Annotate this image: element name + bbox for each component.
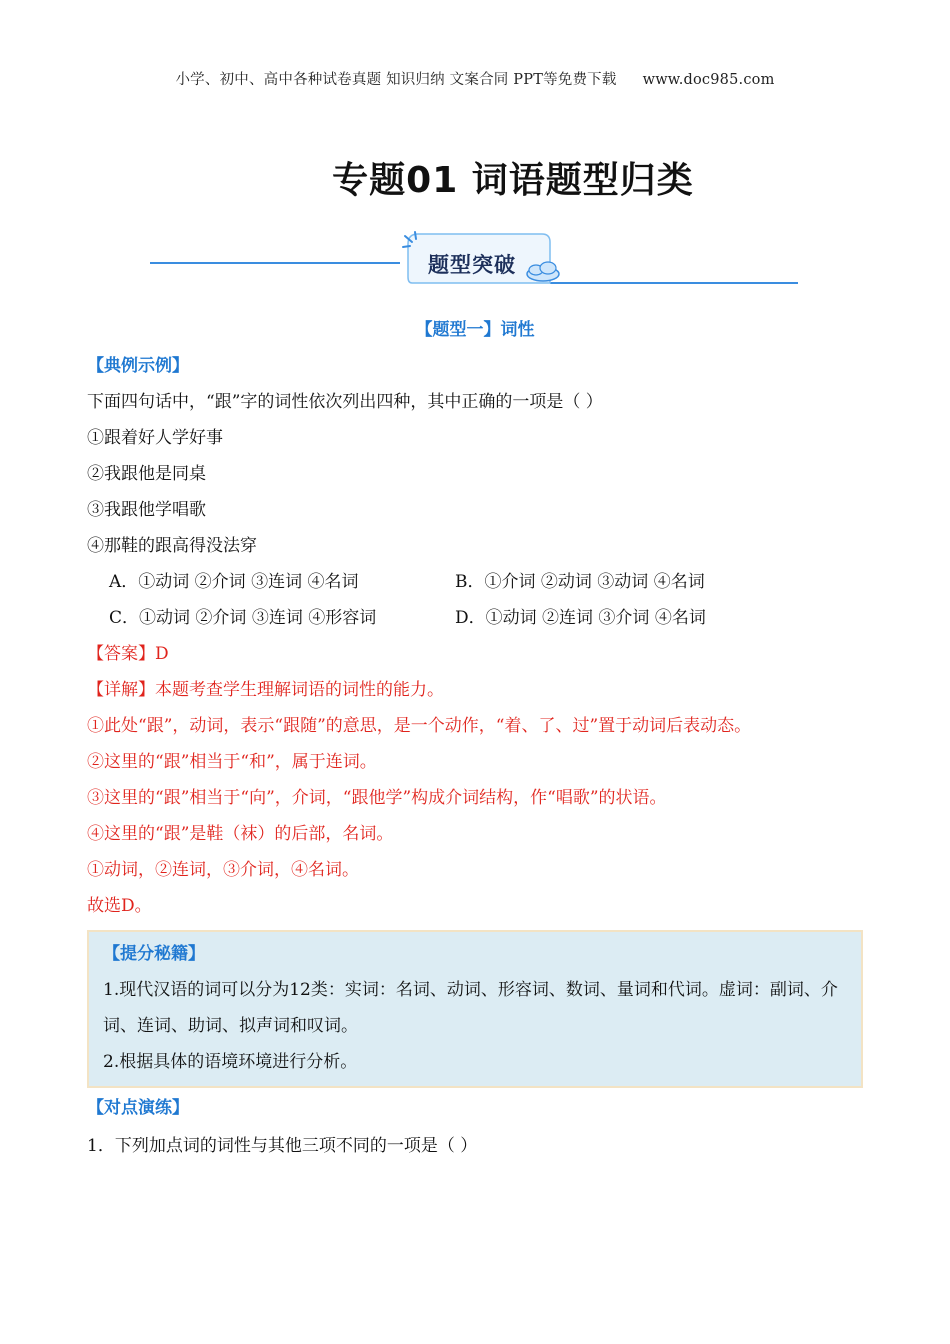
explain-line-5: ①动词，②连词，③介词，④名词。: [87, 860, 359, 880]
practice-label: 【对点演练】: [87, 1098, 189, 1118]
answer-line: [87, 636, 867, 672]
example-label: 【典例示例】: [87, 356, 189, 376]
page-header: [0, 68, 950, 89]
banner-label: 题型突破: [428, 253, 516, 277]
example-item-4: ④那鞋的跟高得没法穿: [87, 536, 257, 556]
document-title: 专题01 词语题型归类: [332, 160, 694, 201]
explain-line-2: ②这里的“跟”相当于“和”，属于连词。: [87, 752, 377, 772]
option-a: A．①动词 ②介词 ③连词 ④名词: [109, 572, 359, 592]
option-b: B．①介词 ②动词 ③动词 ④名词: [455, 572, 705, 592]
explain-line-3: ③这里的“跟”相当于“向”，介词，“跟他学”构成介词结构，作“唱歌”的状语。: [87, 788, 667, 808]
practice-question-1: 1．下列加点词的词性与其他三项不同的一项是（ ）: [87, 1136, 478, 1156]
explain-line-6: 故选D。: [87, 896, 152, 916]
explain-intro: 本题考查学生理解词语的词性的能力。: [155, 680, 444, 700]
option-d: D．①动词 ②连词 ③介词 ④名词: [455, 608, 706, 628]
explain-label: 【详解】: [87, 680, 155, 700]
explain-line-1: ①此处“跟”，动词，表示“跟随”的意思，是一个动作，“着、了、过”置于动词后表动态。: [87, 716, 752, 736]
header-url[interactable]: www.doc985.com: [642, 72, 775, 88]
section-banner: [150, 230, 800, 290]
options-row-1: [87, 564, 867, 600]
answer-label: 【答案】: [87, 644, 155, 664]
answer-value: D: [155, 644, 169, 664]
header-text: 小学、初中、高中各种试卷真题 知识归纳 文案合同 PPT等免费下载: [175, 72, 617, 88]
example-item-1: ①跟着好人学好事: [87, 428, 223, 448]
example-item-2: ②我跟他是同桌: [87, 464, 206, 484]
content-body: [87, 348, 867, 1164]
example-question: 下面四句话中，“跟”字的词性依次列出四种，其中正确的一项是（ ）: [87, 392, 603, 412]
tips-line-1: 1.现代汉语的词可以分为12类：实词：名词、动词、形容词、数词、量词和代词。虚词：副词、介词、连词、助词、拟声词和叹词。: [103, 980, 838, 1036]
explain-line-4: ④这里的“跟”是鞋（袜）的后部，名词。: [87, 824, 394, 844]
explain-intro-line: [87, 672, 867, 708]
section-title: 【题型一】词性: [415, 320, 535, 340]
tips-label: 【提分秘籍】: [103, 944, 205, 964]
tips-line-2: 2.根据具体的语境环境进行分析。: [103, 1052, 358, 1072]
example-item-3: ③我跟他学唱歌: [87, 500, 206, 520]
option-c: C．①动词 ②介词 ③连词 ④形容词: [109, 608, 377, 628]
tips-box: [87, 930, 863, 1088]
options-row-2: [87, 600, 867, 636]
